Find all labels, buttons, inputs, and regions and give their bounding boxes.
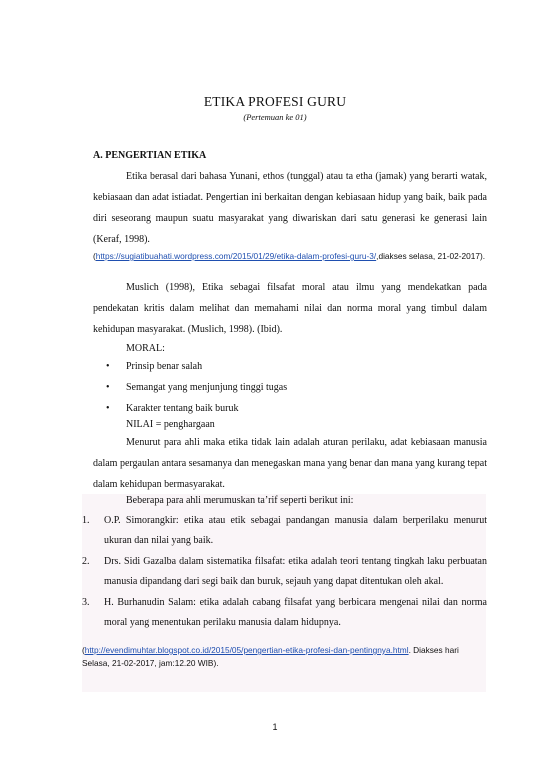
source-citation-1 (93, 250, 487, 263)
page-number: 1 (272, 722, 278, 732)
bullet-text: Semangat yang menjunjung tinggi tugas (126, 382, 288, 393)
list-text: H. Burhanudin Salam: etika adalah cabang filsafat yang berbicara mengenai nilai dan norma moral yang menentukan perilaku manusia dalam hidupnya. (104, 597, 487, 628)
list-item (82, 593, 487, 633)
paragraph-etymology: Etika berasal dari bahasa Yunani, ethos (tunggal) atau ta etha (jamak) yang berarti watak, kebiasaan dan adat istiadat. Pengertian ini berkaitan dengan kebiasaan hidup yang baik, baik pada diri seseorang maupun suatu masyarakat yang diwariskan dari satu generasi ke generasi lain (Keraf, 1998). (93, 171, 487, 245)
list-item (93, 377, 287, 398)
nilai-line: NILAI = penghargaan (126, 419, 215, 430)
section-heading: A. PENGERTIAN ETIKA (93, 150, 207, 161)
bullet-text: Karakter tentang baik buruk (126, 403, 239, 414)
bullet-icon: • (106, 361, 110, 372)
definitions-list (82, 511, 487, 634)
source-citation-2 (82, 644, 486, 670)
list-number: 2. (82, 556, 90, 567)
moral-bullet-list (93, 356, 287, 419)
paragraph-muslich: Muslich (1998), Etika sebagai filsafat moral atau ilmu yang mendekatkan pada pendekatan kritis dalam melihat dan memahami nilai dan norma moral yang timbul dalam kehidupan masyarakat. (Muslich, 1998). (Ibid). (93, 282, 487, 335)
bullet-text: Prinsip benar salah (126, 361, 203, 372)
list-number: 1. (82, 515, 90, 526)
document-subtitle: (Pertemuan ke 01) (243, 112, 307, 122)
list-number: 3. (82, 597, 90, 608)
citation-link-2[interactable]: http://evendimuhtar.blogspot.co.id/2015/05/pengertian-etika-profesi-dan-pentingnya.html (84, 645, 409, 655)
list-item (82, 511, 487, 551)
citation-tail-2: . Diakses hari Selasa, 21-02-2017, jam:12.20 WIB). (82, 645, 459, 668)
paragraph-menurut: Menurut para ahli maka etika tidak lain adalah aturan perilaku, adat kebiasaan manusia dalam pergaulan antara sesamanya dan menegaskan mana yang benar dan mana yang kurang tepat dalam kehidupan bermasyarakat. (93, 437, 487, 490)
list-text: O.P. Simorangkir: etika atau etik sebagai pandangan manusia dalam berperilaku menurut ukuran dan nilai yang baik. (104, 515, 487, 546)
moral-label: MORAL: (126, 343, 165, 354)
list-text: Drs. Sidi Gazalba dalam sistematika filsafat: etika adalah teori tentang tingkah laku perbuatan manusia dipandang dari segi baik dan buruk, sejauh yang dapat ditentukan oleh akal. (104, 556, 487, 587)
bullet-icon: • (106, 382, 110, 393)
citation-tail-1: ,diakses selasa, 21-02-2017). (376, 251, 486, 261)
paragraph-beberapa: Beberapa para ahli merumuskan ta’rif seperti berikut ini: (126, 495, 354, 506)
document-title: ETIKA PROFESI GURU (203, 94, 347, 109)
list-item (82, 552, 487, 592)
citation-open: ( (93, 251, 96, 261)
citation-link-1[interactable]: https://sugiatibuahati.wordpress.com/2015/01/29/etika-dalam-profesi-guru-3/ (95, 251, 377, 261)
bullet-icon: • (106, 403, 110, 414)
list-item (93, 398, 287, 419)
citation-open: ( (82, 645, 85, 655)
list-item (93, 356, 287, 377)
